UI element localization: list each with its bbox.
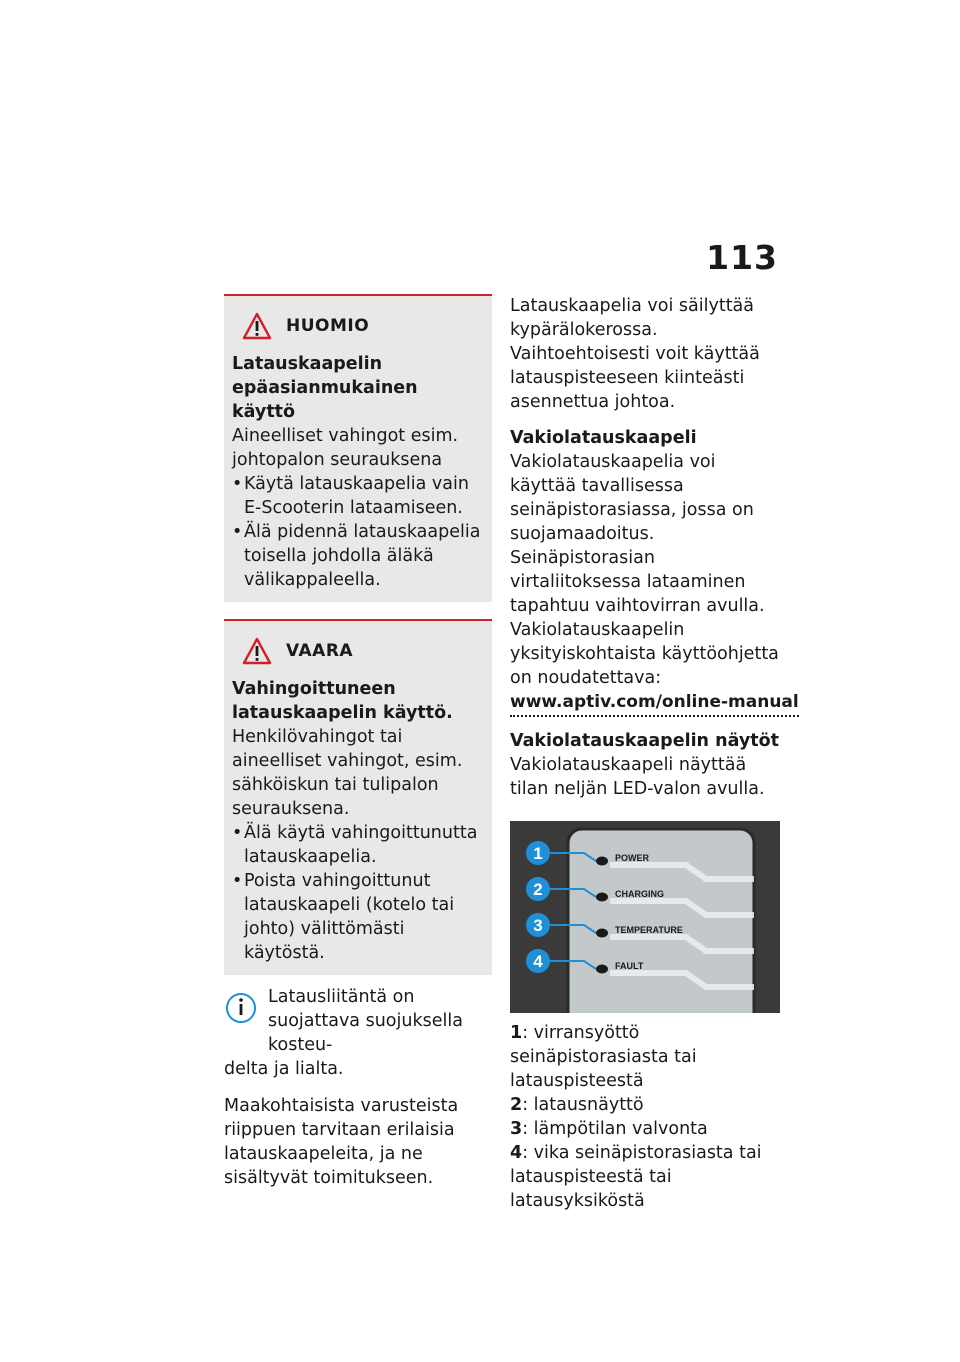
notice-huomio-text: Aineelliset vahingot esim. johtopalon seurauksena — [232, 426, 459, 470]
led-indicator — [596, 929, 608, 938]
led-indicator — [596, 965, 608, 974]
led-panel-image — [510, 821, 780, 1013]
list-item: • Älä käytä vahingoittunutta latauskaapelia. — [232, 821, 484, 869]
notice-vaara — [224, 619, 492, 975]
legend-text: : virransyöttö seinäpistorasiasta tai latauspisteestä — [510, 1023, 697, 1091]
notice-huomio-bullets — [232, 472, 484, 592]
left-column — [224, 294, 492, 1190]
led-label: FAULT — [615, 961, 644, 971]
list-item: • Käytä latauskaapelia vain E-Scooterin lataamiseen. — [232, 472, 484, 520]
notice-vaara-text: Henkilövahingot tai aineelliset vahingot, esim. sähköiskun tai tulipalon seurauksena. — [232, 727, 463, 819]
legend-text: : latausnäyttö — [522, 1095, 644, 1115]
standard-cable-heading: Vakiolatauskaapeli — [510, 428, 697, 448]
legend-text: : lämpötilan valvonta — [522, 1119, 708, 1139]
led-label: POWER — [615, 853, 650, 863]
notice-huomio-title: HUOMIO — [286, 316, 370, 336]
legend-number: 4 — [510, 1143, 523, 1163]
list-item: • Älä pidennä latauskaapelia toisella johdolla äläkä välikappaleella. — [232, 520, 484, 592]
info-icon — [224, 989, 260, 1025]
warning-icon — [242, 637, 272, 665]
legend-item — [510, 1141, 780, 1213]
manual-link[interactable]: www.aptiv.com/online-manual — [510, 690, 799, 717]
right-column — [510, 294, 799, 1213]
warning-icon — [242, 312, 272, 340]
notice-vaara-bullets — [232, 821, 484, 965]
notice-huomio — [224, 294, 492, 602]
notice-vaara-title: VAARA — [286, 641, 354, 661]
standard-cable-text: Vakiolatauskaapelia voi käyttää tavallisessa seinäpistorasiassa, jossa on suojamaadoitus. Seinäpistorasian virtaliitoksessa lataaminen tapahtuu vaihtovirran avulla. — [510, 452, 765, 616]
led-indicator — [596, 893, 608, 902]
page-number: 113 — [706, 238, 778, 277]
notice-vaara-heading: Vahingoittuneen latauskaapelin käyttö. — [232, 679, 453, 723]
legend-number: 3 — [510, 1119, 523, 1139]
legend-number: 1 — [510, 1023, 523, 1043]
displays-text: Vakiolatauskaapeli näyttää tilan neljän LED-valon avulla. — [510, 755, 765, 799]
led-number: 1 — [533, 844, 543, 863]
storage-paragraph: Latauskaapelia voi säilyttää kypärälokerossa. — [510, 296, 755, 340]
legend-text: : vika seinäpistorasiasta tai latauspisteestä tai latausyksiköstä — [510, 1143, 762, 1211]
list-item: • Poista vahingoittunut latauskaapeli (kotelo tai johto) välittömästi käytöstä. — [232, 869, 484, 965]
led-number: 3 — [533, 916, 543, 935]
led-number: 2 — [533, 880, 543, 899]
notice-vaara-header — [242, 637, 484, 665]
notice-huomio-heading: Latauskaapelin epäasianmukainen käyttö — [232, 354, 418, 422]
info-note — [224, 985, 492, 1081]
standard-cable-details: Vakiolatauskaapelin yksityiskohtaista käyttöohjetta on noudatettava: — [510, 620, 779, 688]
regional-paragraph: Maakohtaisista varusteista riippuen tarvitaan erilaisia latauskaapeleita, ja ne sisältyvät toimitukseen. — [224, 1096, 459, 1188]
legend-item — [510, 1117, 780, 1141]
led-label: CHARGING — [615, 889, 664, 899]
notice-huomio-header — [242, 312, 484, 340]
alternative-paragraph: Vaihtoehtoisesti voit käyttää latauspisteeseen kiinteästi asennettua johtoa. — [510, 344, 760, 412]
led-number: 4 — [533, 952, 543, 971]
legend-number: 2 — [510, 1095, 523, 1115]
led-indicator — [596, 857, 608, 866]
info-note-text-cont: delta ja lialta. — [224, 1059, 344, 1079]
legend-item — [510, 1021, 780, 1093]
displays-heading: Vakiolatauskaapelin näytöt — [510, 731, 780, 751]
led-legend — [510, 1021, 780, 1213]
legend-item — [510, 1093, 780, 1117]
led-panel-drawing — [510, 821, 780, 1013]
led-label: TEMPERATURE — [615, 925, 683, 935]
info-note-text: Latausliitäntä on suojattava suojuksella kosteu- — [268, 987, 463, 1055]
